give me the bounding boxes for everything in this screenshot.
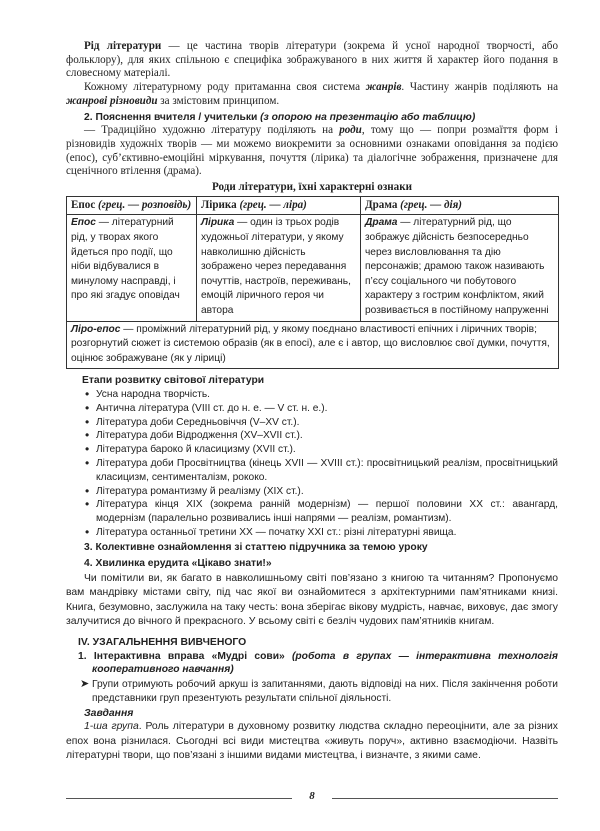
paragraph-literary-genus: Рід літератури — це частина творів літератури (зокрема й усної народної творчості, або фольклору), для яких спільною є специфіка зображуваного в них життя й характер його подання в словесному матеріалі. — [66, 40, 558, 80]
list-item: • Література доби Просвітництва (кінець XVII — XVIII ст.): просвітницький реалізм, просвітницький класицизм, сентименталізм, рококо. — [85, 456, 558, 483]
bullet-icon: • — [85, 400, 90, 415]
table-header-row — [67, 196, 559, 215]
arrow-bullet-icon: ➤ — [80, 678, 90, 691]
stages-heading: Етапи розвитку світової літератури — [82, 375, 265, 387]
stages-list — [66, 388, 558, 540]
section-wise-owls — [78, 650, 558, 677]
table-row — [67, 215, 559, 321]
list-item: • Література кінця XIX (зокрема ранній модернізм) — першої половини XX ст.: авангард, модернізм (паралельно розвивались інші напрями — реалізм, романтизм). — [85, 497, 558, 525]
bullet-icon: • — [85, 456, 90, 471]
note-wise-owls: (робота в групах — інтерактивна технологія кооперативного навчання) — [92, 650, 558, 676]
term-genre-varieties: жанрові різновиди — [66, 94, 158, 107]
list-item: • Література останньої третини XX — початку XXI ст.: різні літературні явища. — [85, 525, 457, 540]
page-content — [66, 40, 558, 763]
heading-generalization: IV. УЗАГАЛЬНЕННЯ ВИВЧЕНОГО — [78, 637, 247, 649]
list-item: • Література романтизму й реалізму (XIX ст.). — [85, 483, 304, 498]
cell-drama: Драма — літературний рід, що зображує дійсність безпосередньо через висловлювання та дію персонажів; драмою також називають п’єсу соціального чи побутового характеру з гострим конфліктом, який розвивається в постійному напруженні — [361, 215, 559, 321]
heading-teacher-explanation: 2. Пояснення вчителя / учительки — [84, 111, 258, 123]
bullet-icon: • — [85, 414, 90, 429]
bullet-icon: • — [85, 497, 90, 512]
header-lyric: Лірика (грец. — ліра) — [197, 196, 361, 215]
section-4 — [66, 557, 558, 571]
table-row-lyroepos — [67, 321, 559, 369]
genera-table — [66, 196, 559, 370]
footer-rule-right — [332, 798, 558, 799]
bullet-icon: • — [85, 387, 90, 402]
cell-lyric: Лірика — один із трьох родів художньої літератури, у якому навколишню дійсність зображено через передавання почуттів, настроїв, переживань, емоцій ліричного героя чи автора — [197, 215, 361, 321]
page-number: 8 — [309, 790, 315, 802]
term-genera: роди — [339, 124, 362, 137]
list-item: • Література доби Середньовіччя (V–XV ст.). — [85, 414, 300, 429]
note-teacher-explanation: (з опорою на презентацію або таблицю) — [260, 111, 476, 123]
footer-rule-left — [66, 798, 292, 799]
bullet-icon: • — [85, 483, 90, 498]
list-item: • Усна народна творчість. — [85, 387, 211, 402]
list-item: • Антична література (VIII ст. до н. е. — V ст. н. е.). — [85, 400, 328, 415]
paragraph-book-monuments: Чи помітили ви, як багато в навколишньому світі пов’язано з книгою та читанням? Пропонуємо вам мандрівку містами світу, під час якої ви ознайомитеся з архітектурними пам’ятниками книзі. Книга, безумовно, заслужила на таку честь: вона зберігає вікову мудрість, навчає, виховує, дає змогу залучитися до вічного й прекрасного. У всьому світі є безліч чудових пам’ятників книгам. — [66, 573, 558, 627]
paragraph-genera-division: — Традиційно художню літературу поділяють на роди, тому що — попри розмаїття форм і різновидів художніх творів — ми можемо виокремити за основними ознаками оповідання за подією (епос), суб’єктивно-емоційні міркування, почуття (лірика) та діалогічне зображення, призначене для сценічного втілення (драма). — [66, 124, 558, 178]
heading-erudite-minute: 4. Хвилинка ерудита «Цікаво знати!» — [84, 557, 272, 569]
tasks-label-line — [84, 707, 558, 721]
header-drama: Драма (грец. — дія) — [361, 196, 559, 215]
heading-collective-reading: 3. Колективне ознайомлення зі статтею підручника за темою уроку — [84, 541, 428, 553]
bullet-icon: • — [85, 428, 90, 443]
list-item: • Література бароко й класицизму (XVII ст.). — [85, 442, 296, 457]
paragraph-genres: Кожному літературному роду притаманна своя система жанрів. Частину жанрів поділяють на жанрові різновиди за змістовим принципом. — [66, 81, 558, 107]
bullet-icon: • — [85, 442, 90, 457]
groups-list — [66, 678, 558, 706]
bullet-icon: • — [85, 525, 90, 540]
header-epic: Епос (грец. — розповідь) — [67, 196, 197, 215]
group-1-label: 1-ша група — [84, 721, 139, 733]
heading-wise-owls: 1. Інтерактивна вправа «Мудрі сови» — [78, 650, 285, 662]
term-literary-genus: Рід літератури — [84, 40, 162, 52]
table-title: Роди літератури, їхні характерні ознаки — [211, 181, 413, 194]
cell-lyroepos: Ліро-епос — проміжний літературний рід, у якому поєднано властивості епічних і ліричних творів; розгорнутий сюжет із системою образів (як в епосі), але є і автор, що висловлює свої думки, почуття, оцінює зображуване (як у ліриці) — [67, 321, 559, 369]
tasks-label: Завдання — [84, 707, 134, 719]
section-IV — [78, 636, 558, 650]
page-footer — [66, 790, 558, 806]
section-teacher-explanation — [66, 111, 558, 125]
section-3 — [66, 541, 558, 555]
list-item: • Література доби Відродження (XV–XVII ст.). — [85, 428, 303, 443]
list-item: ➤ Групи отримують робочий аркуш із запитаннями, дають відповіді на них. Після закінчення роботи представники груп презентують результати спільної діяльності. — [80, 678, 558, 704]
term-genres: жанрів — [365, 81, 402, 94]
cell-epic: Епос — літературний рід, у творах якого йдеться про події, що ніби відбувалися в минулому насправді, і про які згадує оповідач — [67, 215, 197, 321]
paragraph-group-1: 1-ша група. Роль літератури в духовному розвитку людства складно переоцінити, але за різних епох вона різнилася. Сьогодні всі види мистецтва «живуть поруч», активно взаємодіючи. Назвіть літературні твори, що пов’язані з іншими видами мистецтва, і визначте, з якими саме. — [66, 721, 559, 761]
